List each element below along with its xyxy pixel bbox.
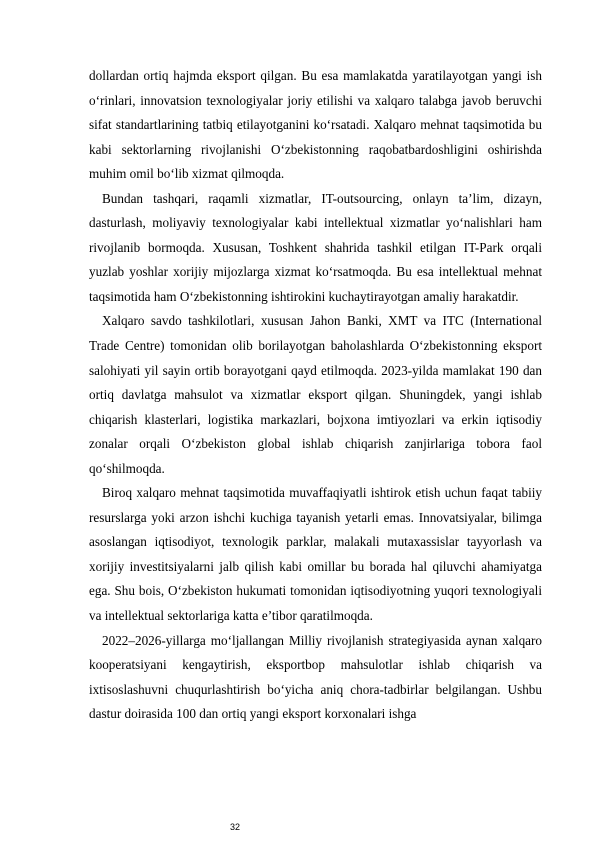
paragraph-development-strategy: 2022–2026-yillarga mo‘ljallangan Milliy rivojlanish strategiyasida aynan xalqaro kooperatsiyani kengaytirish, eksportbop mahsulotlar ishlab chiqarish va ixtisoslashuvni chuqurlashtirish bo‘yicha aniq chora-tadbirlar belgilangan. Ushbu dastur doirasida 100 dan ortiq yangi eksport korxonalari ishga [89,632,542,722]
page-number: 32 [230,822,241,832]
paragraph-continuation: dollardan ortiq hajmda eksport qilgan. Bu esa mamlakatda yaratilayotgan yangi ish o‘rinlari, innovatsion texnologiyalar joriy etilishi va xalqaro talabga javob beruvchi sifat standartlarining tatbiq etilayotganini ko‘rsatadi. Xalqaro mehnat taqsimotida bu kabi sektorlarning rivojlanishi O‘zbekistonning raqobatbardoshligini oshirishda muhim omil bo‘lib xizmat qilmoqda. [89,68,542,182]
paragraph-intellectual-services: Bundan tashqari, raqamli xizmatlar, IT-outsourcing, onlayn ta’lim, dizayn, dasturlash, moliyaviy texnologiyalar kabi intellektual xizmatlar yo‘nalishlari ham rivojlanib bormoqda. Xususan, Toshkent shahrida tashkil etilgan IT-Park orqali yuzlab yoshlar xorijiy mijozlarga xizmat ko‘rsatmoqda. Bu esa intellektual mehnat taqsimotida ham O‘zbekistonning ishtirokini kuchaytirayotgan amaliy harakatdir. [89,190,542,304]
paragraph-innovation-factors: Biroq xalqaro mehnat taqsimotida muvaffaqiyatli ishtirok etish uchun faqat tabiiy resurslarga yoki arzon ishchi kuchiga tayanish yetarli emas. Innovatsiyalar, bilimga asoslangan iqtisodiyot, texnologik parklar, malakali mutaxassislar tayyorlash va xorijiy investitsiyalarni jalb qilish kabi omillar bu borada hal qiluvchi ahamiyatga ega. Shu bois, O‘zbekiston hukumati tomonidan iqtisodiyotning yuqori texnologiyali va intellektual sektorlariga katta e’tibor qaratilmoqda. [89,485,542,624]
paragraph-trade-organizations: Xalqaro savdo tashkilotlari, xususan Jahon Banki, XMT va ITC (International Trade Centre) tomonidan olib borilayotgan baholashlarda O‘zbekistonning eksport salohiyati yil sayin ortib borayotgani qayd etilmoqda. 2023-yilda mamlakat 190 dan ortiq davlatga mahsulot va xizmatlar eksport qilgan. Shuningdek, yangi ishlab chiqarish klasterlari, logistika markazlari, bojxona imtiyozlari va erkin iqtisodiy zonalar orqali O‘zbekiston global ishlab chiqarish zanjirlariga tobora faol qo‘shilmoqda. [89,313,542,476]
body-text [89,64,542,727]
